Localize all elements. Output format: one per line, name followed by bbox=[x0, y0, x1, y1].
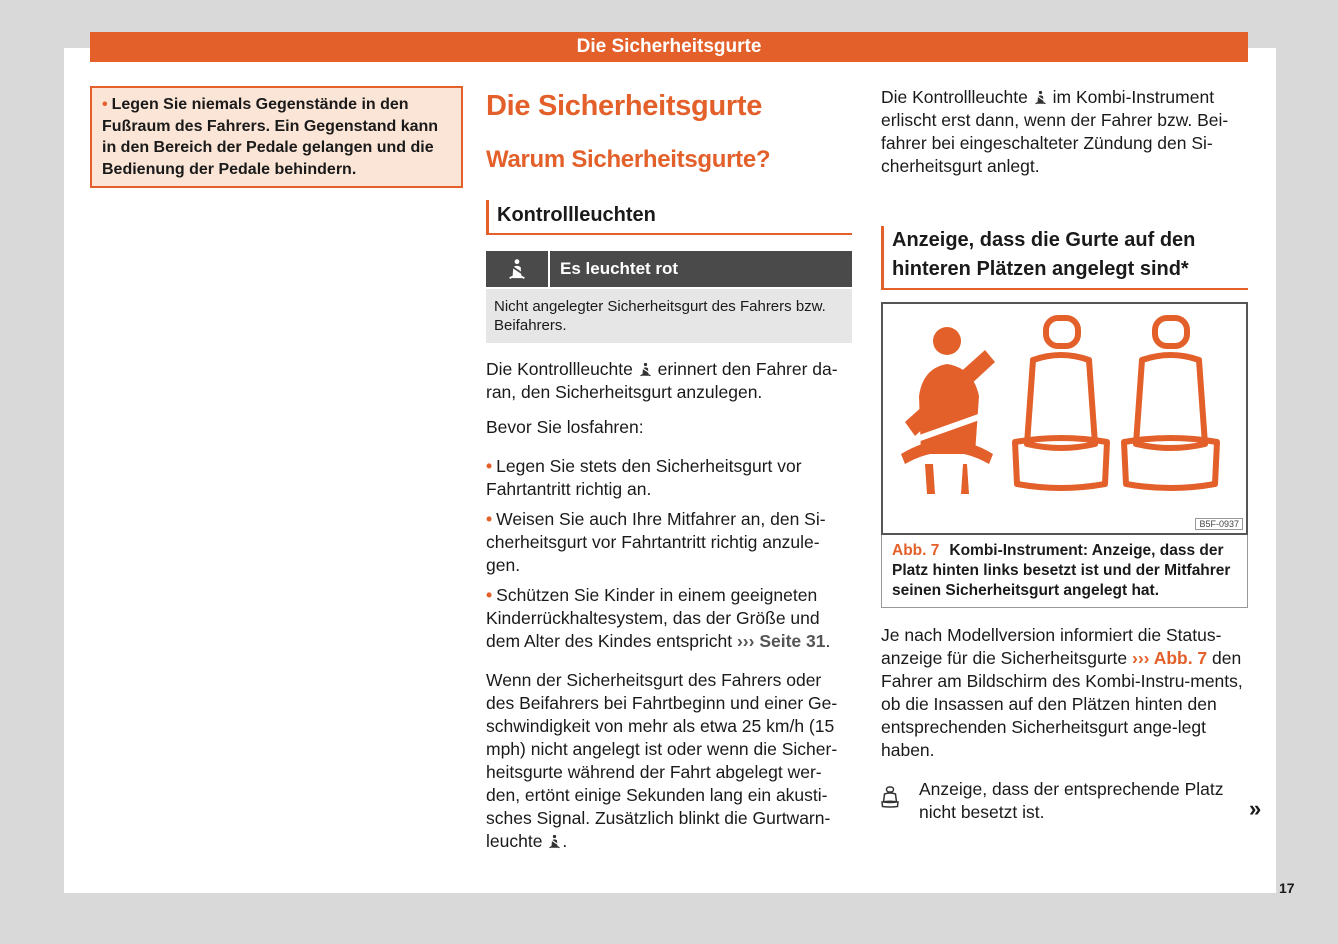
warning-box bbox=[90, 86, 463, 188]
chapter-header: Die Sicherheitsgurte bbox=[90, 32, 1248, 62]
status-row bbox=[486, 251, 852, 287]
status-description: Nicht angelegter Sicherheitsgurt des Fahrers bzw. Beifahrers. bbox=[486, 289, 852, 343]
empty-seat-icon bbox=[881, 778, 919, 824]
page-link[interactable]: ››› Seite 31 bbox=[736, 631, 826, 651]
text: erinnert den Fahrer da-ran, den Sicherheitsgurt anzulegen. bbox=[486, 359, 838, 402]
seatbelt-icon bbox=[638, 361, 653, 378]
bullet-icon: • bbox=[102, 96, 108, 113]
paragraph-acoustic-signal bbox=[486, 669, 852, 853]
seatbelt-warning-icon bbox=[486, 251, 550, 287]
text: Legen Sie stets den Sicherheitsgurt vor Fahrtantritt richtig an. bbox=[486, 456, 802, 499]
text: Je nach Modellversion informiert die Status-anzeige für die Sicherheitsgurte bbox=[881, 625, 1222, 668]
figure-seat-status bbox=[881, 302, 1248, 535]
bullet-icon: • bbox=[486, 456, 493, 476]
icon-legend-row bbox=[881, 778, 1248, 824]
text: den Fahrer am Bildschirm des Kombi-Instru-ments, ob die Insassen auf den Plätzen hinten den entsprechenden Sicherheitsgurt ange-legt haben. bbox=[881, 648, 1243, 760]
warning-text: Legen Sie niemals Gegenstände in den Fußraum des Fahrers. Ein Gegenstand kann in den Bereich der Pedale gelangen und die Bedienung der Pedale behindern. bbox=[102, 96, 439, 178]
text: . bbox=[562, 831, 568, 851]
paragraph-status-display bbox=[881, 624, 1248, 762]
text: Weisen Sie auch Ihre Mitfahrer an, den Si-cherheitsgurt vor Fahrtantritt richtig anzule-gen. bbox=[486, 509, 826, 575]
section-heading-kontrollleuchten: Kontrollleuchten bbox=[486, 200, 852, 235]
paragraph-before-driving: Bevor Sie losfahren: bbox=[486, 417, 644, 437]
seat-status-illustration bbox=[883, 304, 1246, 533]
seatbelt-icon bbox=[547, 833, 562, 850]
text: Die Kontrollleuchte bbox=[881, 87, 1028, 107]
bullet-icon: • bbox=[486, 585, 493, 605]
text: . bbox=[825, 631, 831, 651]
text: im Kombi-Instrument erlischt erst dann, wenn der Fahrer bzw. Bei-fahrer bei eingeschalteter Zündung den Si-cherheitsgurt anlegt. bbox=[881, 87, 1229, 176]
figure-link[interactable]: ››› Abb. 7 bbox=[1132, 648, 1208, 668]
list-item bbox=[486, 508, 852, 577]
occupied-seat-icon bbox=[901, 327, 995, 494]
caption-label: Abb. 7 bbox=[892, 542, 940, 559]
empty-seat-icon-2 bbox=[1124, 318, 1217, 488]
section-heading-rear-seats: Anzeige, dass die Gurte auf den hinteren Plätzen angelegt sind* bbox=[881, 226, 1248, 290]
text: Schützen Sie Kinder in einem geeigneten Kinderrückhaltesystem, das der Größe und dem Alter des Kindes entspricht bbox=[486, 585, 820, 651]
empty-seat-icon-1 bbox=[1015, 318, 1107, 488]
bullet-icon: • bbox=[486, 509, 493, 529]
icon-legend-text: Anzeige, dass der entsprechende Platz nicht besetzt ist. bbox=[919, 779, 1224, 822]
page-subtitle: Warum Sicherheitsgurte? bbox=[486, 146, 771, 173]
continue-marker: » bbox=[1249, 796, 1262, 821]
text: Die Kontrollleuchte bbox=[486, 359, 633, 379]
caption-text: Kombi-Instrument: Anzeige, dass der Platz hinten links besetzt ist und der Mitfahrer seinen Sicherheitsgurt angelegt hat. bbox=[892, 542, 1231, 599]
page-number: 17 bbox=[1279, 880, 1295, 896]
list-item bbox=[486, 455, 852, 501]
seatbelt-icon bbox=[1033, 89, 1048, 106]
text: Wenn der Sicherheitsgurt des Fahrers oder des Beifahrers bei Fahrtbeginn und einer Ge-schwindigkeit von mehr als etwa 25 km/h (15 mph) nicht angelegt ist oder wenn die Sicher-heitsgurte während der Fahrt abgelegt wer-den, ertönt einige Sekunden lang ein akusti-sches Signal. Zusätzlich blinkt die Gurtwarn-leuchte bbox=[486, 670, 838, 851]
status-label: Es leuchtet rot bbox=[560, 259, 679, 278]
paragraph-reminder bbox=[486, 358, 852, 404]
list-item bbox=[486, 584, 852, 653]
page-title: Die Sicherheitsgurte bbox=[486, 90, 763, 122]
paragraph-light-off bbox=[881, 86, 1248, 178]
figure-code: B5F-0937 bbox=[1195, 518, 1243, 530]
figure-caption bbox=[881, 535, 1248, 608]
